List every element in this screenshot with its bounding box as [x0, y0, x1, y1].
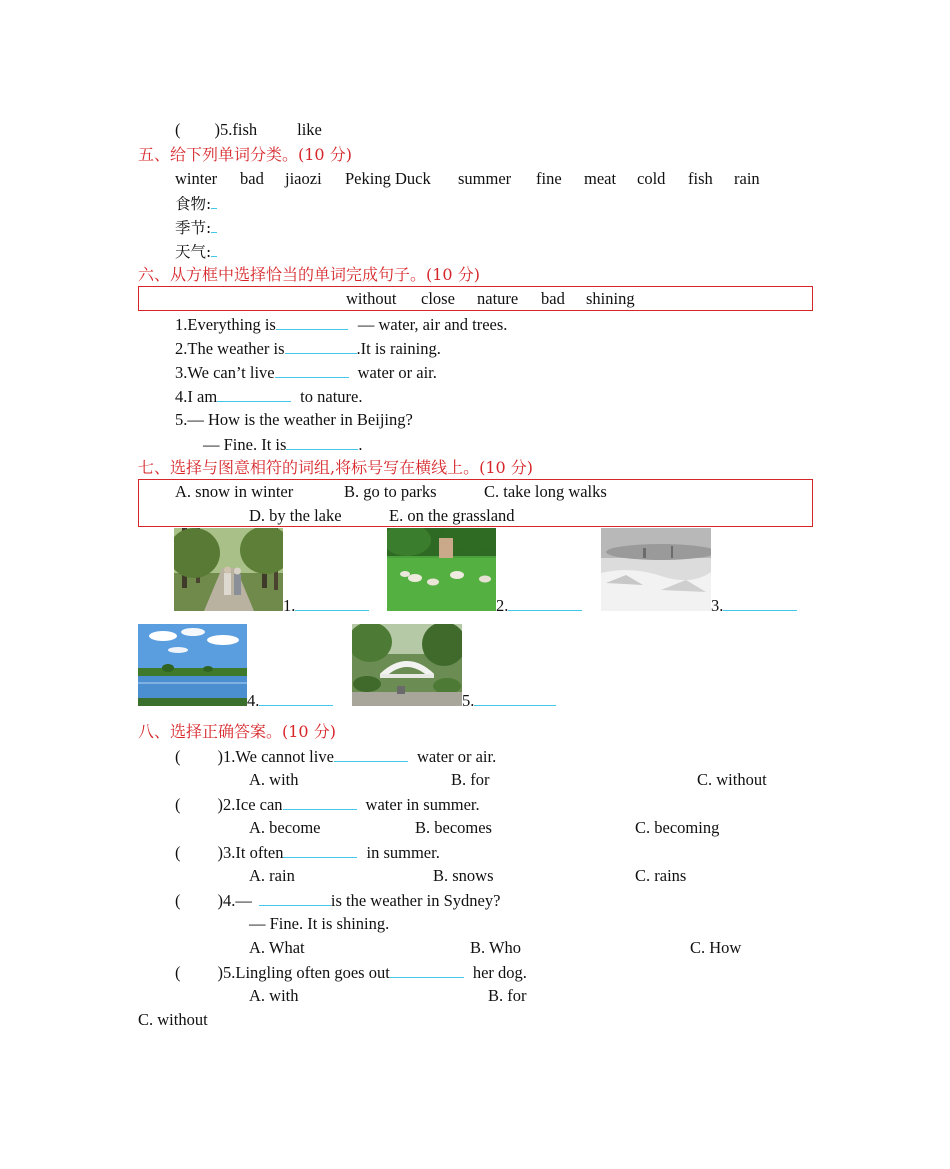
fill-question-2: 2.The weather is .It is raining.: [175, 339, 441, 358]
mc-3-option-b[interactable]: B. snows: [433, 866, 494, 885]
walking-couple-photo: [174, 528, 283, 611]
picture-2-answer: 2.: [496, 594, 582, 617]
word-peking-duck: Peking Duck: [345, 169, 431, 188]
bank-word-nature: nature: [477, 289, 519, 308]
option-d: D. by the lake: [249, 506, 342, 525]
mc-4-option-c[interactable]: C. How: [690, 938, 742, 957]
park-bridge-photo: [352, 624, 462, 706]
answer-blank[interactable]: [723, 594, 797, 611]
word-meat: meat: [584, 169, 617, 188]
answer-blank[interactable]: [275, 361, 349, 378]
fill-question-1: 1.Everything is — water, air and trees.: [175, 315, 508, 334]
answer-blank[interactable]: [295, 594, 369, 611]
sheep-grassland-photo: [387, 528, 496, 611]
section-6-heading: 六、从方框中选择恰当的单词完成句子。(10 分): [138, 265, 480, 284]
answer-blank[interactable]: [474, 689, 556, 706]
picture-3-answer: 3.: [711, 594, 797, 617]
picture-5-answer: 5.: [462, 689, 556, 712]
word-winter: winter: [175, 169, 218, 188]
option-b: B. go to parks: [344, 482, 437, 501]
answer-blank[interactable]: [259, 889, 331, 906]
fill-question-5: 5.— How is the weather in Beijing?: [175, 410, 413, 429]
exercise-item-5: ( )5.fish like: [175, 120, 322, 139]
option-e: E. on the grassland: [389, 506, 515, 525]
answer-blank[interactable]: [285, 337, 357, 354]
snow-field-photo: [601, 528, 711, 611]
answer-blank[interactable]: [211, 192, 217, 209]
mc-5-option-a[interactable]: A. with: [249, 986, 299, 1005]
answer-blank[interactable]: [334, 745, 408, 762]
word-bank-box: [138, 286, 813, 311]
mc-question-1: ( )1.We cannot live water or air.: [175, 747, 497, 766]
section-5-heading: 五、给下列单词分类。(10 分): [138, 145, 352, 164]
word-rain: rain: [734, 169, 760, 188]
word-fine: fine: [536, 169, 562, 188]
word-cold: cold: [637, 169, 666, 188]
answer-blank[interactable]: [286, 433, 358, 450]
answer-blank[interactable]: [276, 313, 348, 330]
bank-word-close: close: [421, 289, 455, 308]
mc-1-option-a[interactable]: A. with: [249, 770, 299, 789]
fill-question-3: 3.We can’t live water or air.: [175, 363, 437, 382]
mc-question-3: ( )3.It often in summer.: [175, 843, 440, 862]
fill-question-4: 4.I am to nature.: [175, 387, 363, 406]
answer-blank[interactable]: [211, 240, 217, 257]
mc-3-option-c[interactable]: C. rains: [635, 866, 687, 885]
section-7-heading: 七、选择与图意相符的词组,将标号写在横线上。(10 分): [138, 458, 534, 477]
answer-blank[interactable]: [211, 216, 217, 233]
word-fish: fish: [688, 169, 713, 188]
section-8-heading: 八、选择正确答案。(10 分): [138, 722, 336, 741]
mc-5-option-b[interactable]: B. for: [488, 986, 527, 1005]
option-a: A. snow in winter: [175, 482, 294, 501]
answer-blank[interactable]: [259, 689, 333, 706]
bank-word-shining: shining: [586, 289, 635, 308]
word-jiaozi: jiaozi: [285, 169, 322, 188]
answer-blank[interactable]: [283, 793, 357, 810]
mc-question-2: ( )2.Ice can water in summer.: [175, 795, 480, 814]
mc-question-4-answer: — Fine. It is shining.: [249, 914, 390, 933]
answer-blank[interactable]: [283, 841, 357, 858]
word-bad: bad: [240, 169, 264, 188]
mc-2-option-b[interactable]: B. becomes: [415, 818, 492, 837]
mc-1-option-c[interactable]: C. without: [697, 770, 767, 789]
mc-2-option-a[interactable]: A. become: [249, 818, 321, 837]
answer-blank[interactable]: [390, 961, 464, 978]
mc-3-option-a[interactable]: A. rain: [249, 866, 295, 885]
lake-photo: [138, 624, 247, 706]
mc-2-option-c[interactable]: C. becoming: [635, 818, 720, 837]
category-weather[interactable]: 天气:: [175, 240, 217, 263]
picture-4-answer: 4.: [247, 689, 333, 712]
fill-question-5-answer: — Fine. It is .: [203, 435, 363, 454]
mc-question-4: ( )4.— is the weather in Sydney?: [175, 891, 501, 910]
mc-question-5: ( )5.Lingling often goes out her dog.: [175, 963, 527, 982]
word-summer: summer: [458, 169, 512, 188]
category-food[interactable]: 食物:: [175, 192, 217, 215]
bank-word-bad: bad: [541, 289, 565, 308]
bank-word-without: without: [346, 289, 397, 308]
mc-1-option-b[interactable]: B. for: [451, 770, 490, 789]
mc-4-option-b[interactable]: B. Who: [470, 938, 522, 957]
category-season[interactable]: 季节:: [175, 216, 217, 239]
answer-blank[interactable]: [217, 385, 291, 402]
answer-blank[interactable]: [508, 594, 582, 611]
mc-4-option-a[interactable]: A. What: [249, 938, 305, 957]
picture-1-answer: 1.: [283, 594, 369, 617]
option-c: C. take long walks: [484, 482, 607, 501]
mc-5-option-c[interactable]: C. without: [138, 1010, 208, 1029]
